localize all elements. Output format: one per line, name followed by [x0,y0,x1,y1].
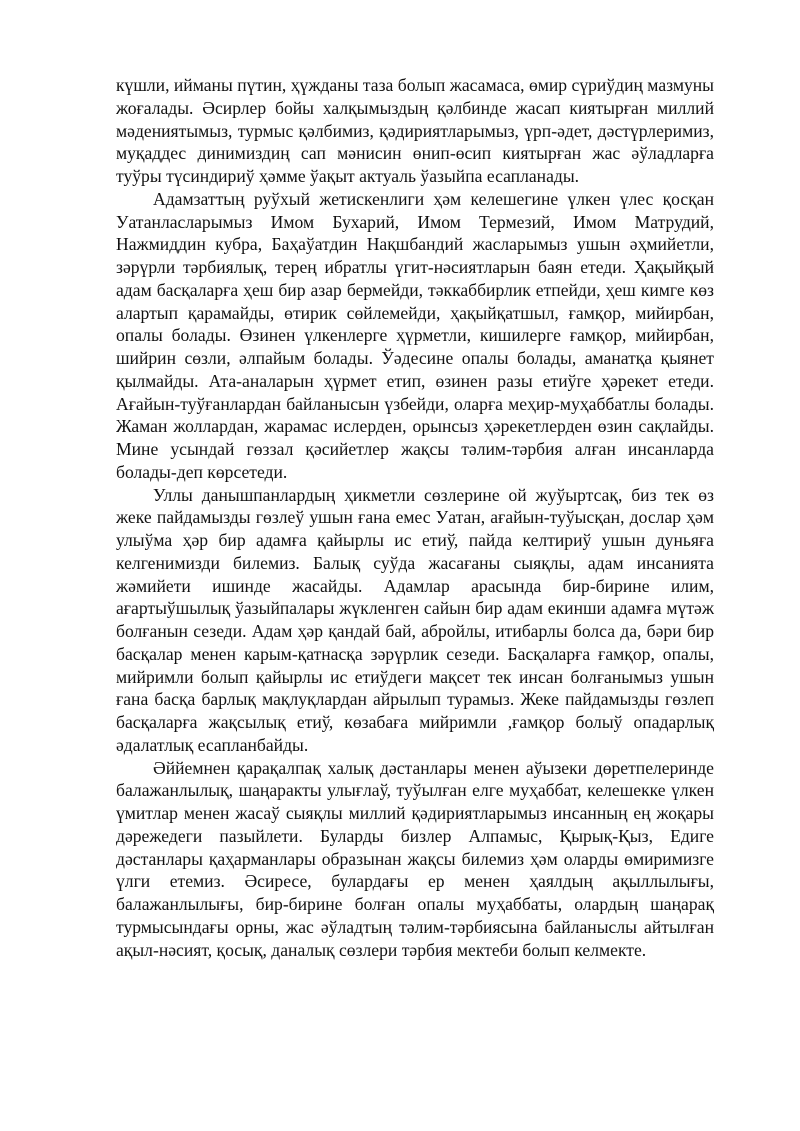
document-page [116,74,714,961]
paragraph-3: Уллы данышпанлардың ҳикметли сөзлерине ой жуўыртсақ, биз тек өз жеке пайдамызды гөзлеў ушын ғана емес Уатан, ағайын-туўысқан, дослар ҳәм улыўма ҳәр бир адамға қайырлы ис етиў, пайда келтириў ушын дуньяға келгенимизди билемиз. Балық суўда жасағаны сыяқлы, адам инсанията жәмийети ишинде жасайды. Адамлар арасында бир-бирине илим, ағартыўшылық ўазыйпалары жүкленген сайын бир адам екинши адамға мүтәж болғанын сезеди. Адам ҳәр қандай бай, абройлы, итибарлы болса да, бәри бир басқалар менен карым-қатнасқа зәрүрлик сезеди. Басқаларға ғамқор, опалы, мийримли болып қайырлы ис етиўдеги мақсет тек инсан болғанымыз ушын ғана басқа барлық мақлуқлардан айрылып турамыз. Жеке пайдамызды гөзлеп басқаларға жақсылық етиў, көзабаға мийримли ,ғамқор болыў опадарлық әдалатлық есапланбайды. [116,484,714,755]
paragraph-4: Әййемнен қарақалпақ халық дәстанлары менен аўызеки дөретпелеринде балажанлылық, шаңаракты улығлаў, туўылған елге муҳаббат, келешекке үлкен үмитлар менен жасаў сыяқлы миллий қәдириятларымыз инсанның ең жоқары дәрежедеги пазыйлети. Буларды бизлер Алпамыс, Қырық-Қыз, Едиге дәстанлары қаҳарманлары образынан жақсы билемиз ҳәм оларды өмиримизге үлги етемиз. Әсиресе, булардағы ер менен ҳаялдың ақыллылығы, балажанлылығы, бир-бирине болған опалы муҳаббаты, олардың шаңарақ турмысындағы орны, жас әўладтың тәлим-тәрбиясына байланыслы айтылған ақыл-нәсият, қосық, даналық сөзлери тәрбия мектеби болып келмекте. [116,757,714,960]
paragraph-2: Адамзаттың руўхый жетискенлиги ҳәм келешегине үлкен үлес қосқан Уатанласларымыз Имом Бухарий, Имом Термезий, Имом Матрудий, Нажмиддин кубра, Баҳаўатдин Нақшбандий жасларымыз ушын әҳмийетли, зәрүрли тәрбиялық, терең ибратлы үгит-нәсиятларын баян етеди. Ҳақыйқый адам басқаларға ҳеш бир азар бермейди, тәккаббирлик етпейди, ҳеш кимге көз алартып қарамайды, өтирик сөйлемейди, ҳақыйқатшыл, ғамқор, мийирбан, опалы болады. Өзинен үлкенлерге ҳүрметли, кишилерге ғамқор, мийирбан, шийрин сөзли, әлпайым болады. Ўәдесине опалы болады, аманатқа қыянет қылмайды. Ата-аналарын ҳүрмет етип, өзинен разы етиўге ҳәрекет етеди. Ағайын-туўғанлардан байланысын үзбейди, оларға меҳир-муҳаббатлы болады. Жаман жоллардан, жарамас ислерден, орынсыз ҳәрекетлерден өзин сақлайды. Мине усындай гөззал қәсийетлер жақсы тәлим-тәрбия алған инсанларда болады-деп көрсетеди. [116,188,714,482]
paragraph-1: күшли, ийманы пүтин, ҳүжданы таза болып жасамаса, өмир сүриўдиң мазмуны жоғалады. Әсирлер бойы халқымыздың қәлбинде жасап киятырған миллий мәдениятымыз, турмыс қәлбимиз, қәдириятларымыз, үрп-әдет, дәстүрлеримиз, муқаддес динимиздиң сап мәнисин өнип-өсип киятырған жас әўладларға туўры түсиндириў ҳәмме ўақыт актуаль ўазыйпа есапланады. [116,75,714,186]
